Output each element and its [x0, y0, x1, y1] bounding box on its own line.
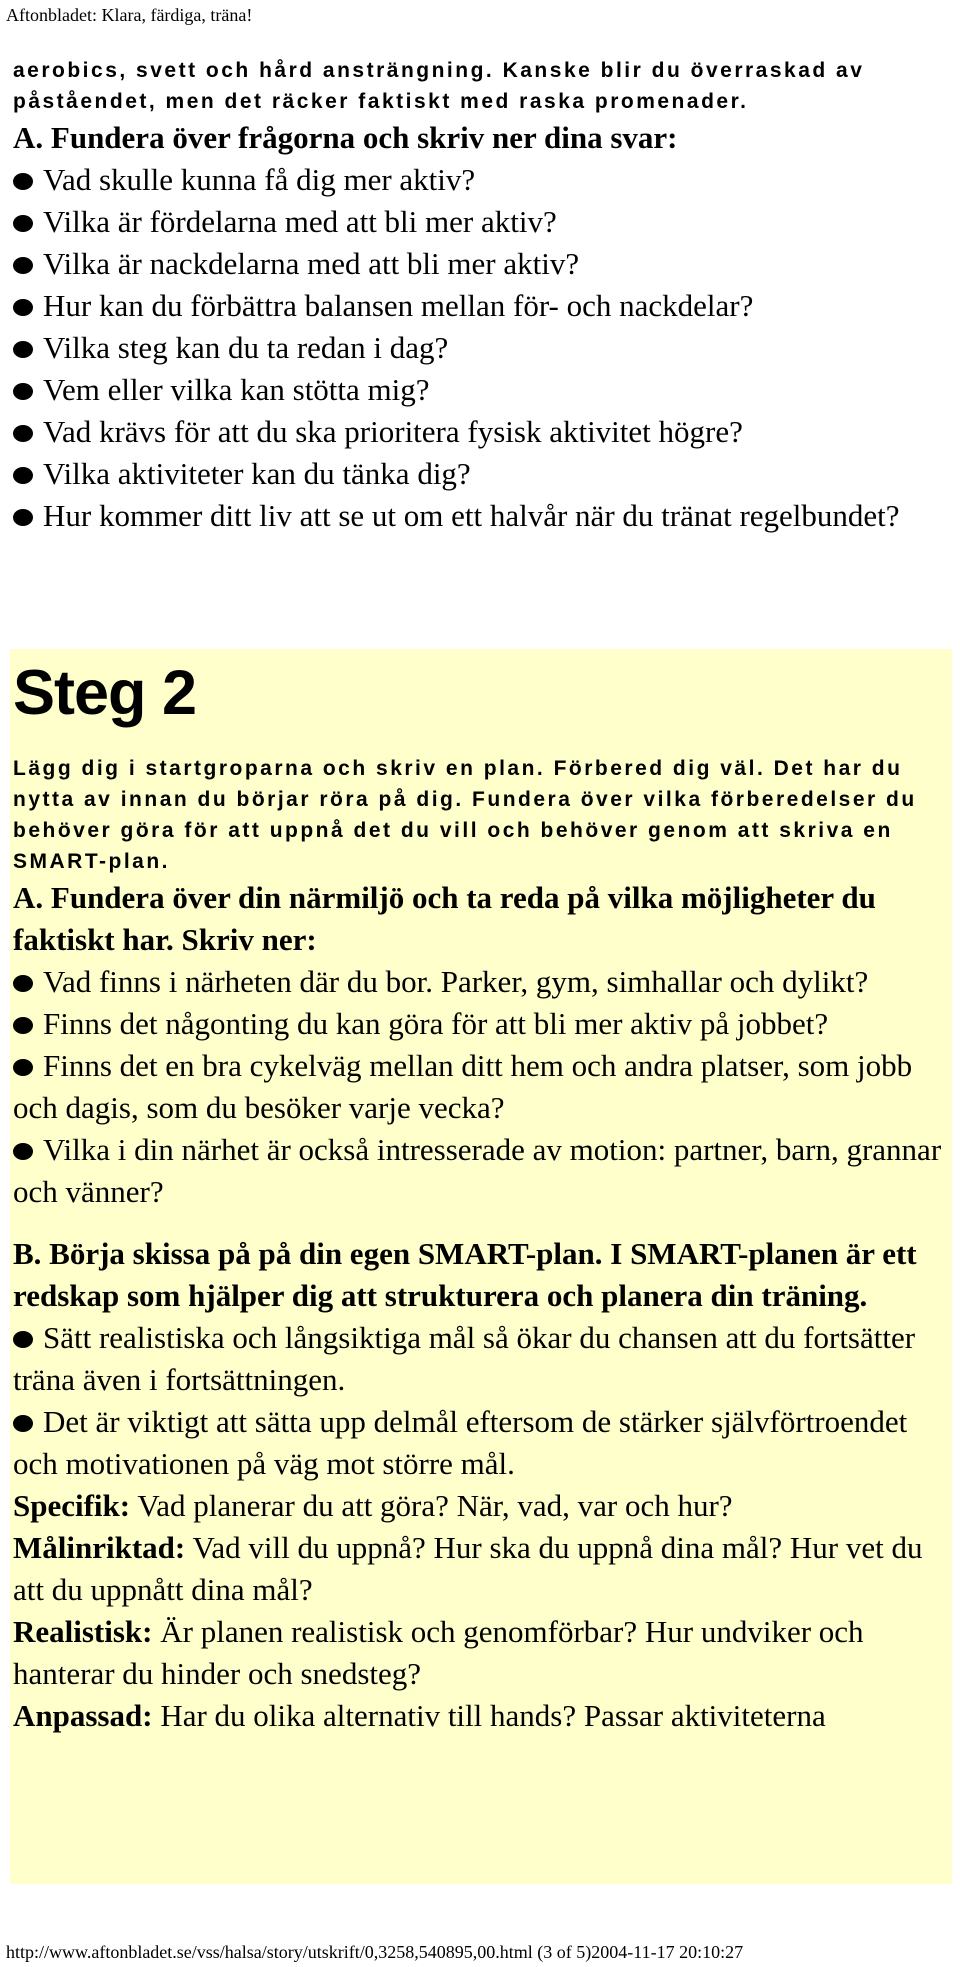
article-content — [13, 55, 943, 537]
list-item: Vem eller vilka kan stötta mig? — [13, 369, 943, 411]
intro-text: aerobics, svett och hård ansträngning. Kanske blir du överraskad av påståendet, men det räcker faktiskt med raska promenader. — [13, 59, 865, 113]
bullet-icon — [13, 341, 33, 358]
smart-term: Målinriktad: — [13, 1530, 186, 1565]
smart-term: Realistisk: — [13, 1614, 153, 1649]
bullet-icon — [13, 509, 33, 526]
bullet-icon — [13, 1415, 33, 1432]
list-item: Vilka steg kan du ta redan i dag? — [13, 327, 943, 369]
bullet-icon — [13, 1331, 33, 1348]
bullet-icon — [13, 1059, 33, 1076]
smart-text: Är planen realistisk och genomförbar? Hur undviker och hanterar du hinder och snedsteg? — [13, 1614, 864, 1691]
bullet-icon — [13, 173, 33, 190]
bullet-icon — [13, 299, 33, 316]
list-item: Sätt realistiska och långsiktiga mål så ökar du chansen att du fortsätter träna även i fortsättningen. — [13, 1320, 916, 1397]
step2-intro: Lägg dig i startgroparna och skriv en plan. Förbered dig väl. Det har du nytta av innan du börjar röra på dig. Fundera över vilka förberedelser du behöver göra för att uppnå det du vill och behöver genom att skriva en SMART-plan. — [13, 757, 917, 873]
step2-section — [10, 649, 952, 1884]
step2-section-a-list — [13, 961, 949, 1213]
bullet-icon — [13, 1017, 33, 1034]
smart-definitions — [13, 1485, 949, 1737]
smart-text: Vad planerar du att göra? När, vad, var och hur? — [137, 1488, 733, 1523]
list-item: Finns det någonting du kan göra för att bli mer aktiv på jobbet? — [13, 1003, 949, 1045]
bullet-icon — [13, 975, 33, 992]
smart-term: Specifik: — [13, 1488, 131, 1523]
list-item: Hur kommer ditt liv att se ut om ett halvår när du tränat regelbundet? — [13, 495, 943, 537]
step2-section-b-heading: B. Börja skissa på på din egen SMART-plan. I SMART-planen är ett redskap som hjälper dig att strukturera och planera din träning. — [13, 1236, 917, 1313]
list-item: Vilka är nackdelarna med att bli mer aktiv? — [13, 243, 943, 285]
bullet-icon — [13, 1143, 33, 1160]
list-item: Det är viktigt att sätta upp delmål eftersom de stärker självförtroendet och motivationen på väg mot större mål. — [13, 1404, 908, 1481]
bullet-icon — [13, 215, 33, 232]
smart-item-malinriktad — [13, 1527, 949, 1611]
list-item: Vilka i din närhet är också intresserade av motion: partner, barn, grannar och vänner? — [13, 1132, 942, 1209]
page-header-title: Aftonbladet: Klara, färdiga, träna! — [6, 5, 253, 25]
list-item: Vilka är fördelarna med att bli mer aktiv? — [13, 201, 943, 243]
smart-term: Anpassad: — [13, 1698, 153, 1733]
list-item: Vad krävs för att du ska prioritera fysisk aktivitet högre? — [13, 411, 943, 453]
list-item: Vad finns i närheten där du bor. Parker, gym, simhallar och dylikt? — [13, 961, 949, 1003]
list-item: Vad skulle kunna få dig mer aktiv? — [13, 159, 943, 201]
step2-section-b-list — [13, 1317, 949, 1485]
step2-section-a-heading: A. Fundera över din närmiljö och ta reda på vilka möjligheter du faktiskt har. Skriv ner: — [13, 880, 876, 957]
bullet-icon — [13, 425, 33, 442]
smart-item-specifik — [13, 1485, 949, 1527]
list-item: Vilka aktiviteter kan du tänka dig? — [13, 453, 943, 495]
bullet-icon — [13, 383, 33, 400]
step1-heading: A. Fundera över frågorna och skriv ner dina svar: — [13, 120, 678, 155]
step1-question-list — [13, 159, 943, 537]
smart-item-anpassad — [13, 1695, 949, 1737]
bullet-icon — [13, 257, 33, 274]
step2-title: Steg 2 — [13, 658, 197, 728]
footer-timestamp: 2004-11-17 20:10:27 — [591, 1942, 744, 1962]
list-item: Finns det en bra cykelväg mellan ditt hem och andra platser, som jobb och dagis, som du besöker varje vecka? — [13, 1048, 913, 1125]
smart-text: Har du olika alternativ till hands? Passar aktiviteterna — [160, 1698, 826, 1733]
footer-url: http://www.aftonbladet.se/vss/halsa/story/utskrift/0,3258,540895,00.html — [6, 1942, 533, 1962]
list-item: Hur kan du förbättra balansen mellan för- och nackdelar? — [13, 285, 943, 327]
page-footer — [6, 1940, 743, 1964]
smart-item-realistisk — [13, 1611, 949, 1695]
smart-text: Vad vill du uppnå? Hur ska du uppnå dina mål? Hur vet du att du uppnått dina mål? — [13, 1530, 923, 1607]
bullet-icon — [13, 467, 33, 484]
footer-page-count: (3 of 5) — [537, 1942, 592, 1962]
